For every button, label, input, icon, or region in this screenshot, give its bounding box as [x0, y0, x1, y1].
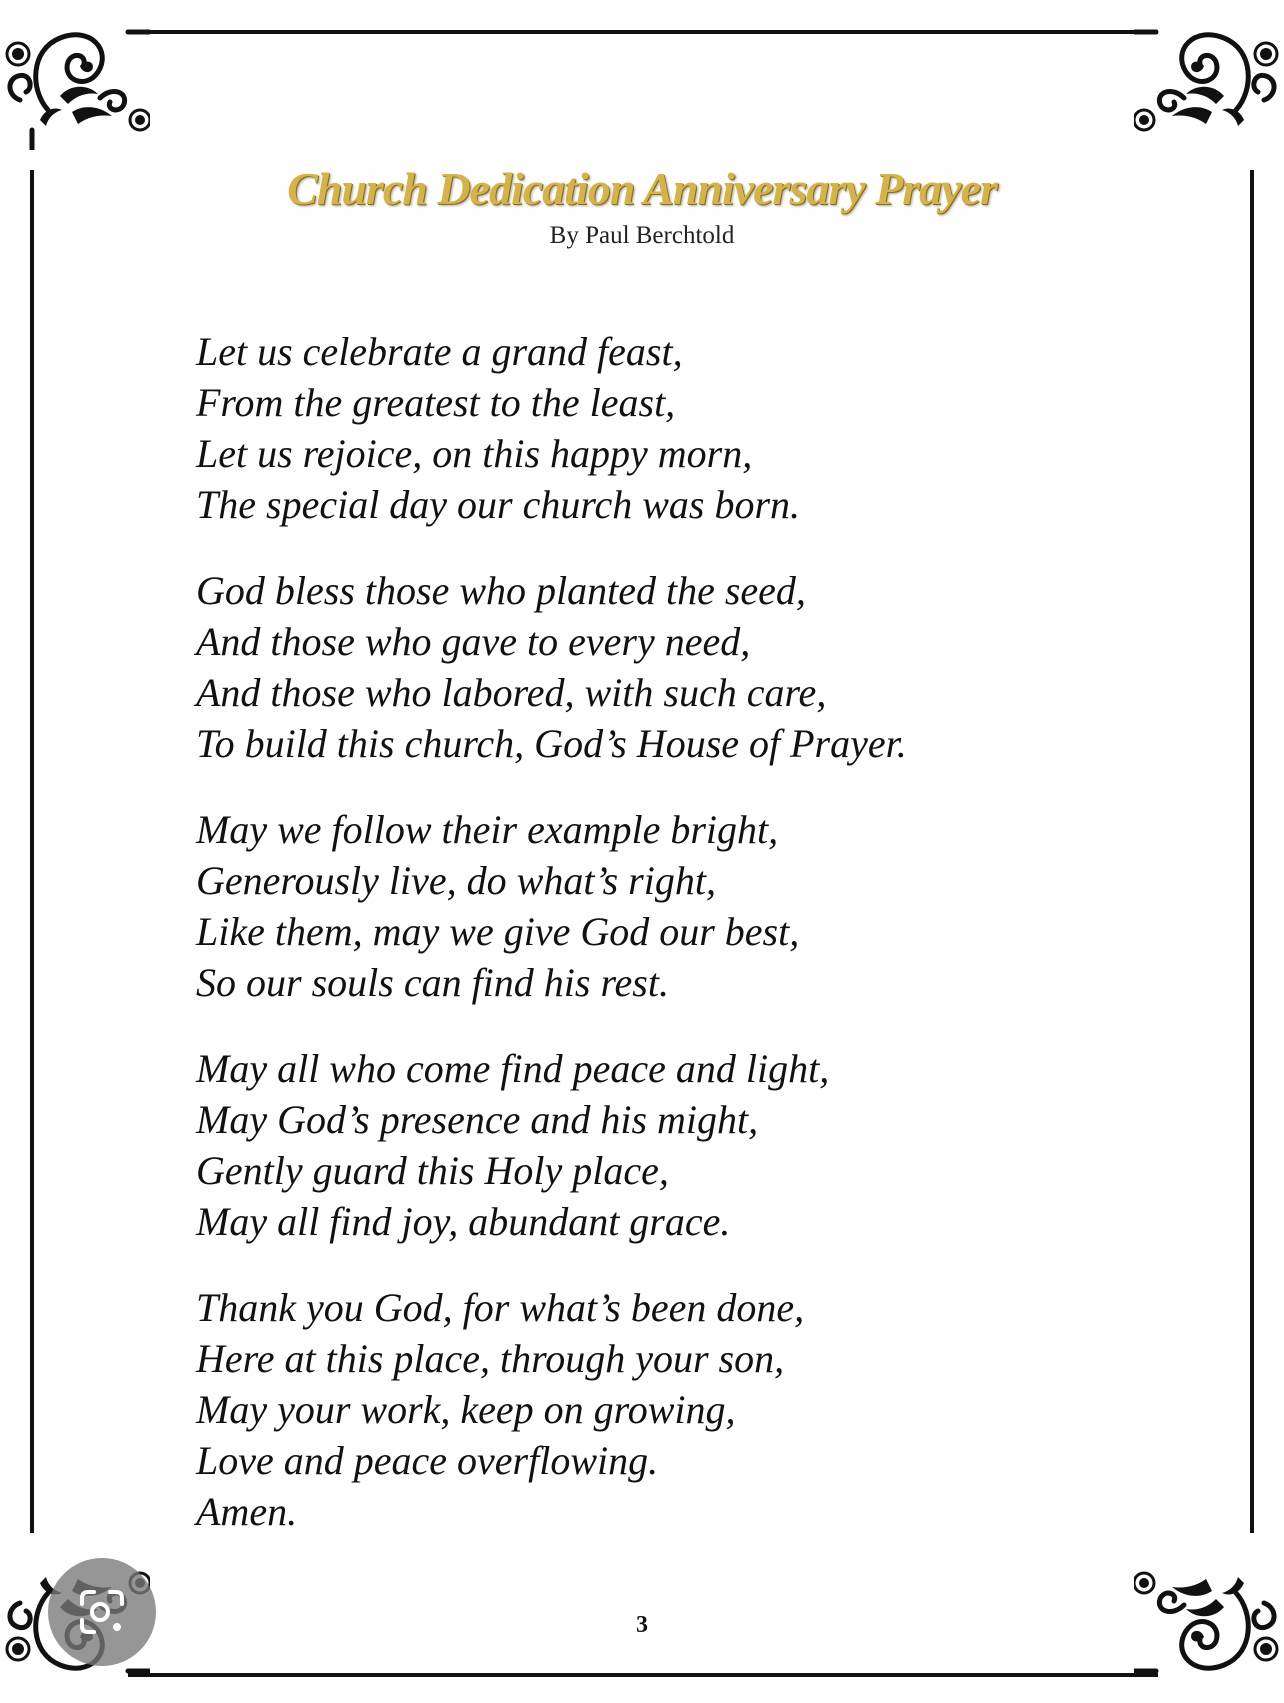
border-right-line — [1250, 170, 1254, 1533]
poem-line: From the greatest to the least, — [196, 380, 676, 425]
stanza-3 — [196, 804, 1096, 1008]
poem-line: Generously live, do what’s right, — [196, 858, 716, 903]
corner-flourish-bottom-right — [1134, 1553, 1284, 1703]
stanza-2 — [196, 565, 1096, 769]
stanza-5 — [196, 1282, 1096, 1537]
poem-line: To build this church, God’s House of Prayer. — [196, 721, 907, 766]
border-left-line — [30, 170, 34, 1533]
poem-line: Thank you God, for what’s been done, — [196, 1285, 805, 1330]
author-byline: By Paul Berchtold — [549, 222, 735, 249]
poem-line: The special day our church was born. — [196, 482, 801, 527]
image-search-button[interactable] — [48, 1558, 156, 1666]
poem-line: May all find joy, abundant grace. — [196, 1199, 731, 1244]
poem-line: May we follow their example bright, — [196, 807, 779, 852]
page-title: Church Dedication Anniversary Prayer — [287, 163, 997, 214]
corner-flourish-top-left — [0, 0, 150, 150]
stanza-4 — [196, 1043, 1096, 1247]
poem-line: May God’s presence and his might, — [196, 1097, 759, 1142]
poem-line: Like them, may we give God our best, — [196, 909, 800, 954]
poem-line: Here at this place, through your son, — [196, 1336, 785, 1381]
poem-line: And those who gave to every need, — [196, 619, 751, 664]
poem-line: Amen. — [196, 1489, 298, 1534]
stanza-1 — [196, 326, 1096, 530]
poem-line: Let us rejoice, on this happy morn, — [196, 431, 753, 476]
page-number: 3 — [636, 1612, 648, 1638]
poem-line: And those who labored, with such care, — [196, 670, 827, 715]
corner-flourish-top-right — [1134, 0, 1284, 150]
image-search-icon — [74, 1584, 130, 1640]
border-top-line — [128, 30, 1158, 34]
poem-line: So our souls can find his rest. — [196, 960, 669, 1005]
poem-line: Let us celebrate a grand feast, — [196, 329, 683, 374]
poem-line: May all who come find peace and light, — [196, 1046, 830, 1091]
poem-line: God bless those who planted the seed, — [196, 568, 806, 613]
border-bottom-line — [128, 1673, 1158, 1677]
poem-line: May your work, keep on growing, — [196, 1387, 736, 1432]
poem-body — [196, 326, 1096, 1572]
poem-line: Gently guard this Holy place, — [196, 1148, 669, 1193]
poem-line: Love and peace overflowing. — [196, 1438, 659, 1483]
